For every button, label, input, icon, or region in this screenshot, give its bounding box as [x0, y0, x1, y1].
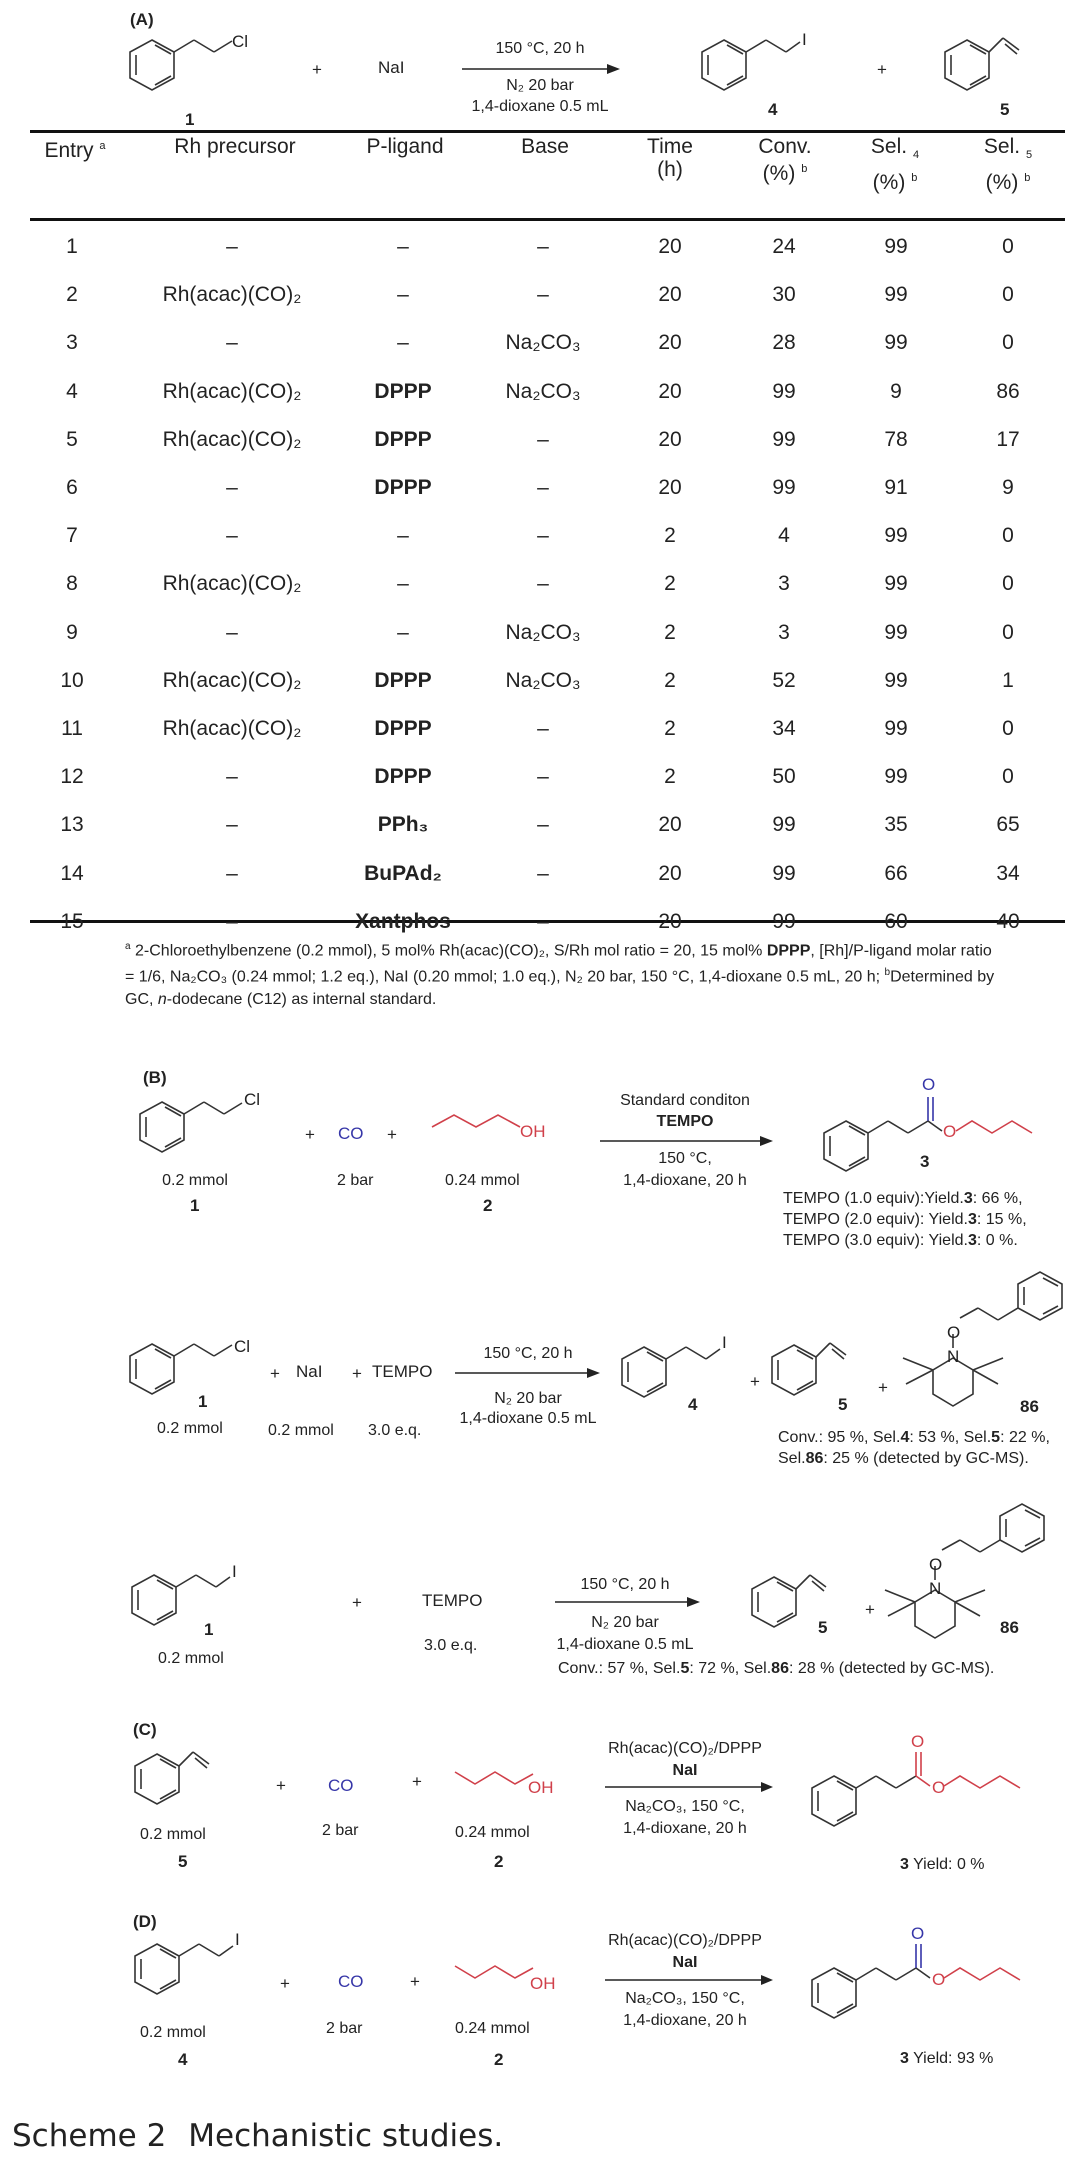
header-time: Time (h) — [647, 135, 693, 181]
table-cell-rh: Rh(acac)(CO)₂ — [162, 717, 302, 740]
reagent-tempo: TEMPO — [422, 1591, 483, 1610]
amount-label: 0.2 mmol — [140, 1826, 206, 1843]
table-cell-rh: – — [226, 861, 238, 885]
header-p-ligand: P-ligand — [366, 135, 444, 158]
reaction-arrow-icon — [600, 1136, 775, 1146]
compound-label: 86 — [1000, 1618, 1019, 1637]
hydroxyl-group: OH — [520, 1122, 546, 1141]
header-entry: Entry $^a$ — [44, 139, 106, 162]
compound-label: 4 — [178, 2050, 188, 2069]
table-cell-base: – — [537, 765, 549, 789]
table-cell-sel4: 78 — [884, 427, 908, 451]
reagent-tempo: TEMPO — [372, 1362, 433, 1381]
amount-label: 0.2 mmol — [268, 1422, 334, 1439]
result-line: TEMPO (1.0 equiv):Yield.3: 66 %, — [783, 1190, 1023, 1207]
reaction-arrow-icon — [462, 64, 622, 74]
table-cell-ligand: DPPP — [374, 717, 432, 740]
table-cell-ligand: Xantphos — [355, 909, 451, 933]
table-cell-entry: 9 — [66, 620, 78, 644]
condition-line-1: 150 °C, 20 h — [483, 1345, 573, 1362]
table-cell-entry: 1 — [66, 235, 78, 258]
table-cell-rh: – — [226, 476, 238, 499]
table-cell-sel5: 0 — [1002, 620, 1014, 644]
benzene-ring-icon — [700, 28, 840, 108]
table-cell-base: Na₂CO₃ — [505, 379, 581, 403]
table-cell-conv: 99 — [772, 861, 796, 885]
reaction-arrow-icon — [605, 1975, 775, 1985]
table-cell-sel4: 99 — [884, 331, 908, 355]
compound-label: 1 — [185, 110, 195, 129]
reaction-arrow-icon — [455, 1368, 605, 1378]
table-cell-time: 20 — [658, 283, 682, 307]
carbon-monoxide: CO — [338, 1124, 364, 1143]
iodoethylbenzene-structure-icon — [130, 1563, 260, 1643]
table-footnote: $^a$ 2-Chloroethylbenzene (0.2 mmol), 5 mol% Rh(acac)(CO)₂, S/Rh mol ratio = 20, 15 mol% DPPP, [Rh]/P-ligand molar ratio = 1/6, Na₂CO₃ (0.24 mmol; 1.2 eq.), NaI (0.20 mmol; 1.0 eq.), N₂ 20 bar, 150 °C, 1,4-dioxane 0.5 mL, 20 h; $^b$Determined by GC, n-dodecane (C12) as internal standard. — [125, 941, 995, 1008]
chloro-group: Cl — [244, 1090, 261, 1109]
styrene-structure-icon — [133, 1742, 233, 1822]
condition-line-3: 1,4-dioxane 0.5 mL — [556, 1636, 694, 1653]
table-cell-conv: 50 — [772, 765, 796, 789]
table-cell-conv: 3 — [778, 620, 790, 644]
table-cell-sel4: 9 — [890, 379, 902, 403]
styrene-structure-icon — [943, 28, 1043, 108]
table-cell-entry: 10 — [60, 668, 84, 692]
carbonyl-oxygen: O — [911, 1732, 925, 1751]
amount-label: 2 bar — [322, 1822, 359, 1839]
table-cell-ligand: – — [397, 572, 409, 596]
table-cell-base: Na₂CO₃ — [505, 331, 581, 355]
header-sel4: Sel. $_4$ (%) $^b$ — [870, 135, 920, 195]
table-cell-base: Na₂CO₃ — [505, 620, 581, 644]
condition-tempo: TEMPO — [656, 1113, 714, 1130]
panel-b-tag: (B) — [143, 1068, 167, 1087]
condition-line-3: 150 °C, — [658, 1150, 712, 1167]
figure-caption: Scheme 2 Mechanistic studies. — [12, 2118, 504, 2154]
table-cell-entry: 6 — [66, 476, 78, 499]
table-cell-base: – — [537, 717, 549, 740]
table-cell-conv: 99 — [772, 909, 796, 933]
plus-sign: + — [270, 1364, 280, 1383]
table-cell-rh: Rh(acac)(CO)₂ — [162, 668, 302, 692]
table-cell-ligand: DPPP — [374, 379, 432, 403]
table-cell-ligand: – — [397, 331, 409, 355]
table-cell-sel5: 0 — [1002, 331, 1014, 355]
compound-label: 2 — [494, 2050, 504, 2069]
table-cell-base: – — [537, 813, 549, 837]
compound-label: 5 — [1000, 100, 1010, 119]
amount-label: 0.2 mmol — [157, 1420, 223, 1437]
panel-a-tag: (A) — [130, 10, 154, 29]
table-cell-sel4: 99 — [884, 717, 908, 740]
plus-sign: + — [387, 1125, 397, 1144]
table-cell-conv: 3 — [778, 572, 790, 596]
compound-label: 2 — [483, 1196, 493, 1215]
table-cell-rh: – — [226, 909, 238, 933]
condition-line-4: 1,4-dioxane, 20 h — [623, 2012, 747, 2029]
table-cell-time: 20 — [658, 331, 682, 355]
table-cell-time: 2 — [664, 620, 676, 644]
table-cell-sel5: 17 — [996, 427, 1020, 451]
panel-d-tag: (D) — [133, 1912, 157, 1931]
compound-label: 5 — [838, 1395, 848, 1414]
table-cell-base: – — [537, 476, 549, 499]
table-cell-rh: – — [226, 235, 238, 258]
plus-sign: + — [276, 1776, 286, 1795]
table-cell-time: 20 — [658, 235, 682, 258]
table-cell-rh: Rh(acac)(CO)₂ — [162, 572, 302, 596]
reaction-arrow-icon — [555, 1597, 705, 1607]
hydroxyl-group: OH — [528, 1778, 554, 1797]
result-line: Conv.: 95 %, Sel.4: 53 %, Sel.5: 22 %, — [778, 1429, 1050, 1446]
ester-oxygen: O — [932, 1778, 946, 1797]
table-cell-rh: Rh(acac)(CO)₂ — [162, 379, 302, 403]
table-cell-sel5: 0 — [1002, 235, 1014, 258]
compound-label: 5 — [818, 1618, 828, 1637]
result-line: TEMPO (3.0 equiv): Yield.3: 0 %. — [783, 1232, 1018, 1249]
table-cell-sel4: 99 — [884, 668, 908, 692]
condition-line-1: 150 °C, 20 h — [580, 1576, 670, 1593]
condition-line-2: N₂ 20 bar — [494, 1390, 562, 1407]
table-cell-rh: – — [226, 620, 238, 644]
yield-result: 3 Yield: 93 % — [900, 2050, 994, 2067]
styrene-structure-icon — [750, 1565, 850, 1645]
table-cell-conv: 99 — [772, 379, 796, 403]
table-cell-sel5: 0 — [1002, 572, 1014, 596]
condition-line-3: 1,4-dioxane 0.5 mL — [459, 1410, 597, 1427]
table-cell-time: 20 — [658, 813, 682, 837]
table-cell-rh: Rh(acac)(CO)₂ — [162, 283, 302, 307]
amount-label: 0.24 mmol — [455, 1824, 530, 1841]
compound-label: 1 — [190, 1196, 200, 1215]
ester-oxygen: O — [932, 1970, 946, 1989]
table-cell-entry: 14 — [60, 861, 84, 885]
iodo-group: I — [232, 1562, 237, 1581]
amount-label: 3.0 e.q. — [424, 1637, 478, 1654]
table-cell-sel4: 99 — [884, 235, 908, 258]
condition-line-2: N₂ 20 bar — [506, 77, 574, 94]
amount-label: 0.24 mmol — [455, 2020, 530, 2037]
plus-sign: + — [410, 1972, 420, 1991]
table-cell-ligand: DPPP — [374, 765, 432, 789]
table-cell-rh: – — [226, 524, 238, 548]
table-cell-time: 20 — [658, 476, 682, 499]
compound-label: 4 — [768, 100, 778, 119]
table-cell-sel5: 65 — [996, 813, 1020, 837]
condition-line-3: Na₂CO₃, 150 °C, — [625, 1798, 745, 1815]
table-cell-entry: 4 — [66, 379, 78, 403]
table-cell-sel4: 99 — [884, 283, 908, 307]
iodoethylbenzene-structure-icon — [620, 1335, 750, 1415]
table-cell-base: – — [537, 235, 549, 258]
table-cell-conv: 99 — [772, 476, 796, 499]
table-cell-entry: 8 — [66, 572, 78, 596]
table-cell-base: – — [537, 427, 549, 451]
table-cell-base: – — [537, 909, 549, 933]
table-cell-sel5: 0 — [1002, 283, 1014, 307]
table-cell-time: 20 — [658, 427, 682, 451]
compound-label: 4 — [688, 1395, 698, 1414]
header-rh-precursor: Rh precursor — [174, 135, 296, 158]
table-cell-base: – — [537, 283, 549, 307]
amount-label: 0.24 mmol — [445, 1172, 520, 1189]
compound-label: 3 — [920, 1152, 930, 1171]
plus-sign: + — [878, 1378, 888, 1397]
tempo-adduct-structure-icon — [898, 1268, 1078, 1418]
plus-sign: + — [352, 1593, 362, 1612]
table-cell-ligand: DPPP — [374, 668, 432, 692]
iodo-group: I — [235, 1930, 240, 1949]
table-cell-conv: 52 — [772, 668, 796, 692]
rxn3-results: Conv.: 57 %, Sel.5: 72 %, Sel.86: 28 % (detected by GC-MS). — [558, 1660, 995, 1677]
table-cell-ligand: PPh₃ — [377, 813, 429, 837]
table-cell-sel5: 40 — [996, 909, 1020, 933]
table-cell-time: 2 — [664, 765, 676, 789]
table-cell-sel5: 1 — [1002, 668, 1014, 692]
compound-label: 5 — [178, 1852, 188, 1871]
table-cell-conv: 30 — [772, 283, 796, 307]
yield-result: 3 Yield: 0 % — [900, 1856, 985, 1873]
plus-sign: + — [877, 60, 887, 79]
table-cell-conv: 24 — [772, 235, 796, 258]
table-header-rule — [30, 218, 1065, 221]
iodo-group: I — [802, 30, 807, 49]
header-conv: Conv. (%) $^b$ — [758, 135, 812, 185]
header-base: Base — [521, 135, 569, 158]
table-cell-base: – — [537, 572, 549, 596]
leaving-group: Cl — [232, 32, 249, 51]
condition-line-4: 1,4-dioxane, 20 h — [623, 1820, 747, 1837]
condition-line-3: Na₂CO₃, 150 °C, — [625, 1990, 745, 2007]
table-cell-rh: – — [226, 765, 238, 789]
tempo-nitrogen: N — [929, 1579, 942, 1598]
table-cell-rh: – — [226, 813, 238, 837]
amount-label: 0.2 mmol — [158, 1650, 224, 1667]
table-cell-conv: 99 — [772, 813, 796, 837]
amount-label: 2 bar — [337, 1172, 374, 1189]
table-top-rule — [30, 130, 1065, 133]
iodo-group: I — [722, 1333, 727, 1352]
table-cell-entry: 11 — [61, 717, 83, 740]
table-cell-sel5: 9 — [1002, 476, 1014, 499]
plus-sign: + — [412, 1772, 422, 1791]
table-cell-sel5: 0 — [1002, 524, 1014, 548]
table-cell-time: 2 — [664, 717, 676, 740]
amount-label: 0.2 mmol — [140, 2024, 206, 2041]
table-cell-conv: 99 — [772, 427, 796, 451]
styrene-structure-icon — [770, 1333, 870, 1413]
carbon-monoxide: CO — [338, 1972, 364, 1991]
compound-label: 86 — [1020, 1397, 1039, 1416]
result-line: Sel.86: 25 % (detected by GC-MS). — [778, 1450, 1029, 1467]
tempo-adduct-structure-icon — [880, 1500, 1060, 1650]
table-cell-time: 20 — [658, 379, 682, 403]
condition-line-4: 1,4-dioxane, 20 h — [623, 1172, 747, 1189]
compound-label: 1 — [198, 1392, 208, 1411]
condition-line-1: 150 °C, 20 h — [495, 40, 585, 57]
table-cell-ligand: – — [397, 620, 409, 644]
table-cell-time: 2 — [664, 668, 676, 692]
table-cell-entry: 12 — [60, 765, 84, 789]
table-cell-conv: 4 — [778, 524, 790, 548]
table-cell-rh: Rh(acac)(CO)₂ — [162, 427, 302, 451]
table-cell-rh: – — [226, 331, 238, 355]
hydroxyl-group: OH — [530, 1974, 556, 1993]
table-cell-conv: 34 — [772, 717, 796, 740]
reagent-nai: NaI — [378, 58, 405, 77]
table-cell-sel4: 99 — [884, 572, 908, 596]
amount-label: 0.2 mmol — [162, 1172, 228, 1189]
table-cell-sel4: 99 — [884, 524, 908, 548]
result-line: TEMPO (2.0 equiv): Yield.3: 15 %, — [783, 1211, 1027, 1228]
table-cell-sel5: 0 — [1002, 765, 1014, 789]
iodoethylbenzene-structure-icon — [133, 1932, 263, 2012]
table-cell-sel5: 34 — [996, 861, 1020, 885]
rxn2-results — [778, 1427, 1050, 1469]
table-cell-sel4: 60 — [884, 909, 908, 933]
condition-line-3: 1,4-dioxane 0.5 mL — [471, 98, 609, 115]
table-cell-ligand: DPPP — [374, 476, 432, 499]
carbonyl-oxygen: O — [922, 1075, 936, 1094]
table-cell-base: Na₂CO₃ — [505, 668, 581, 692]
table-cell-base: – — [537, 524, 549, 548]
tempo-nitrogen: N — [947, 1347, 960, 1366]
carbonyl-oxygen: O — [911, 1924, 925, 1943]
carbon-monoxide: CO — [328, 1776, 354, 1795]
table-cell-sel4: 91 — [884, 476, 908, 499]
amount-label: 2 bar — [326, 2020, 363, 2037]
table-cell-entry: 7 — [66, 524, 78, 548]
table-cell-time: 20 — [658, 909, 682, 933]
table-cell-time: 2 — [664, 524, 676, 548]
chloro-group: Cl — [234, 1337, 251, 1356]
table-cell-sel4: 99 — [884, 765, 908, 789]
table-cell-ligand: BuPAd₂ — [364, 861, 442, 885]
panel-c-tag: (C) — [133, 1720, 157, 1739]
plus-sign: + — [352, 1364, 362, 1383]
table-cell-sel4: 35 — [884, 813, 908, 837]
condition-nai: NaI — [672, 1762, 698, 1779]
compound-label: 1 — [204, 1620, 214, 1639]
table-cell-time: 2 — [664, 572, 676, 596]
table-cell-base: – — [537, 861, 549, 885]
table-cell-ligand: – — [397, 283, 409, 307]
tempo-oxygen: O — [929, 1555, 943, 1574]
reaction-arrow-icon — [605, 1782, 775, 1792]
table-cell-sel5: 86 — [996, 379, 1020, 403]
table-cell-time: 20 — [658, 861, 682, 885]
plus-sign: + — [280, 1974, 290, 1993]
plus-sign: + — [305, 1125, 315, 1144]
ester-oxygen: O — [943, 1122, 957, 1141]
amount-label: 3.0 e.q. — [368, 1422, 422, 1439]
compound-label: 2 — [494, 1852, 504, 1871]
catalyst-label: Rh(acac)(CO)₂/DPPP — [608, 1932, 762, 1949]
table-cell-sel5: 0 — [1002, 717, 1014, 740]
table-cell-entry: 15 — [60, 909, 84, 933]
catalyst-label: Rh(acac)(CO)₂/DPPP — [608, 1740, 762, 1757]
table-cell-entry: 13 — [60, 813, 84, 837]
table-cell-entry: 3 — [66, 331, 78, 355]
plus-sign: + — [750, 1372, 760, 1391]
condition-line-1: Standard conditon — [620, 1092, 750, 1109]
tempo-oxygen: O — [947, 1323, 961, 1342]
condition-nai: NaI — [672, 1954, 698, 1971]
table-cell-ligand: – — [397, 524, 409, 548]
condition-line-2: N₂ 20 bar — [591, 1614, 659, 1631]
header-sel5: Sel. $_5$ (%) $^b$ — [983, 135, 1033, 195]
table-cell-sel4: 99 — [884, 620, 908, 644]
plus-sign: + — [865, 1600, 875, 1619]
table-cell-conv: 28 — [772, 331, 796, 355]
reagent-nai: NaI — [296, 1362, 323, 1381]
table-cell-ligand: DPPP — [374, 427, 432, 451]
table-cell-ligand: – — [397, 235, 409, 258]
table-cell-sel4: 66 — [884, 861, 908, 885]
plus-sign: + — [312, 60, 322, 79]
table-cell-entry: 2 — [66, 283, 78, 307]
table-cell-entry: 5 — [66, 427, 78, 451]
tempo-yield-results — [783, 1188, 1027, 1251]
